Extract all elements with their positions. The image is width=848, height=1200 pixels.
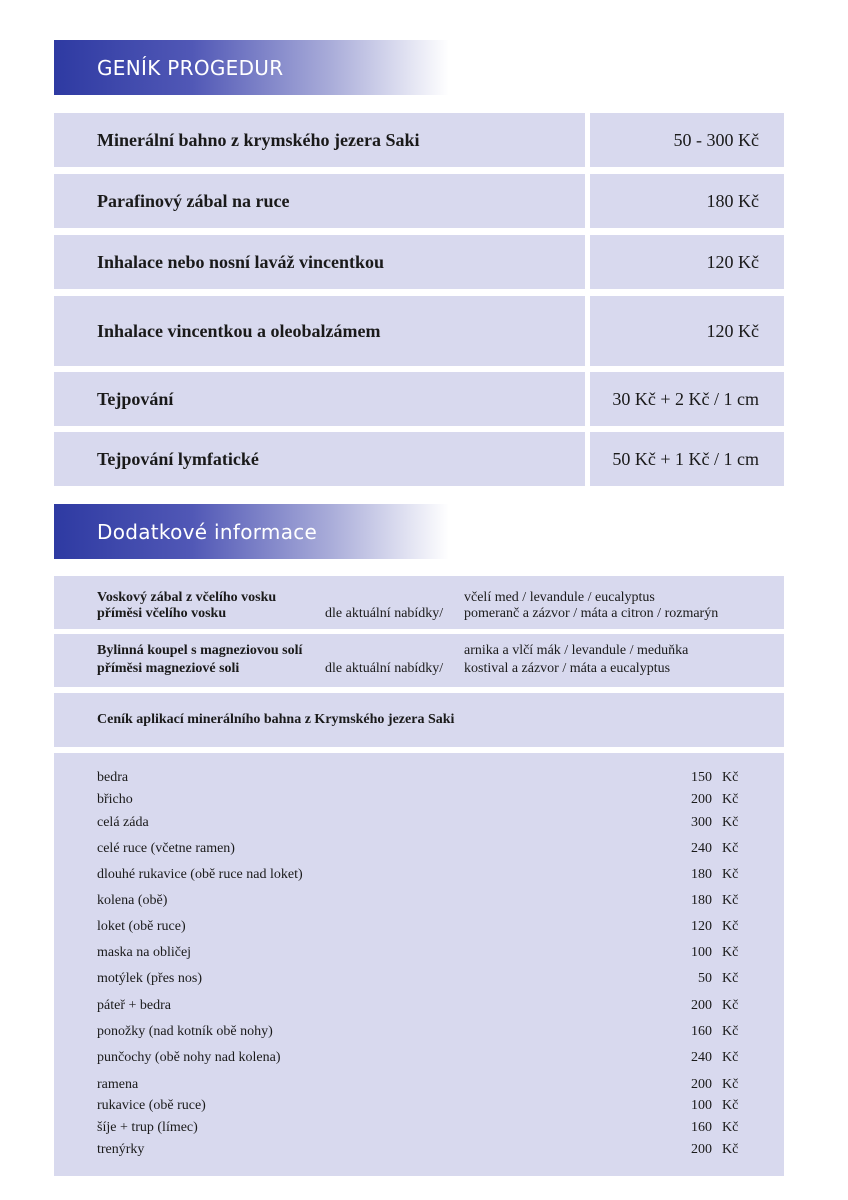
wax-additives-label: příměsi včelího vosku bbox=[97, 606, 227, 621]
currency-label: Kč bbox=[722, 998, 739, 1013]
currency-label: Kč bbox=[722, 1077, 739, 1092]
item-name: loket (obě ruce) bbox=[97, 919, 186, 934]
item-name: páteř + bedra bbox=[97, 998, 171, 1013]
list-item bbox=[54, 1024, 784, 1044]
currency-label: Kč bbox=[722, 1050, 739, 1065]
item-name: maska na obličej bbox=[97, 945, 192, 960]
info-box-bath bbox=[54, 634, 784, 687]
bath-options-1: arnika a vlčí mák / levandule / meduňka bbox=[464, 643, 689, 658]
currency-label: Kč bbox=[722, 1142, 739, 1157]
procedure-price: 120 Kč bbox=[590, 296, 784, 366]
item-price: 240 bbox=[691, 841, 712, 856]
currency-label: Kč bbox=[722, 945, 739, 960]
currency-label: Kč bbox=[722, 919, 739, 934]
bath-options-2: kostival a zázvor / máta a eucalyptus bbox=[464, 661, 671, 676]
wax-title: Voskový zábal z včelího vosku bbox=[97, 590, 277, 605]
item-name: šíje + trup (límec) bbox=[97, 1120, 198, 1135]
currency-label: Kč bbox=[722, 841, 739, 856]
item-name: celé ruce (včetne ramen) bbox=[97, 841, 235, 856]
currency-label: Kč bbox=[722, 867, 739, 882]
list-item bbox=[54, 945, 784, 965]
wax-options-1: včelí med / levandule / eucalyptus bbox=[464, 590, 655, 605]
info-box-wax bbox=[54, 576, 784, 629]
item-name: ponožky (nad kotník obě nohy) bbox=[97, 1024, 273, 1039]
list-item bbox=[54, 919, 784, 939]
item-price: 150 bbox=[691, 770, 712, 785]
item-price: 200 bbox=[691, 998, 712, 1013]
list-item bbox=[54, 770, 784, 790]
currency-label: Kč bbox=[722, 1024, 739, 1039]
procedure-price: 180 Kč bbox=[590, 174, 784, 228]
item-name: bedra bbox=[97, 770, 129, 785]
list-item bbox=[54, 1050, 784, 1070]
list-item bbox=[54, 841, 784, 861]
list-item bbox=[54, 971, 784, 991]
procedure-name: Parafinový zábal na ruce bbox=[54, 174, 585, 228]
item-price: 200 bbox=[691, 792, 712, 807]
list-item bbox=[54, 815, 784, 835]
currency-label: Kč bbox=[722, 770, 739, 785]
currency-label: Kč bbox=[722, 893, 739, 908]
item-name: dlouhé rukavice (obě ruce nad loket) bbox=[97, 867, 303, 882]
procedure-price: 30 Kč + 2 Kč / 1 cm bbox=[590, 372, 784, 426]
currency-label: Kč bbox=[722, 1120, 739, 1135]
procedure-name: Tejpování bbox=[54, 372, 585, 426]
item-price: 160 bbox=[691, 1120, 712, 1135]
item-price: 180 bbox=[691, 867, 712, 882]
currency-label: Kč bbox=[722, 1098, 739, 1113]
item-name: celá záda bbox=[97, 815, 149, 830]
procedure-name: Tejpování lymfatické bbox=[54, 432, 585, 486]
list-item bbox=[54, 998, 784, 1018]
item-price: 120 bbox=[691, 919, 712, 934]
procedure-price: 50 Kč + 1 Kč / 1 cm bbox=[590, 432, 784, 486]
wax-note: dle aktuální nabídky/ bbox=[325, 606, 444, 621]
procedure-name: Minerální bahno z krymského jezera Saki bbox=[54, 113, 585, 167]
procedure-name: Inhalace nebo nosní laváž vincentkou bbox=[54, 235, 585, 289]
item-price: 100 bbox=[691, 945, 712, 960]
list-item bbox=[54, 792, 784, 812]
item-price: 160 bbox=[691, 1024, 712, 1039]
section-title-pricelist: GENÍK PROGEDUR bbox=[54, 40, 449, 95]
item-name: trenýrky bbox=[97, 1142, 145, 1157]
procedure-price: 50 - 300 Kč bbox=[590, 113, 784, 167]
list-item bbox=[54, 1077, 784, 1097]
item-price: 200 bbox=[691, 1142, 712, 1157]
list-item bbox=[54, 1098, 784, 1118]
wax-options-2: pomeranč a zázvor / máta a citron / rozmarýn bbox=[464, 606, 719, 621]
bath-note: dle aktuální nabídky/ bbox=[325, 661, 444, 676]
mud-price-list bbox=[54, 753, 784, 1176]
item-price: 240 bbox=[691, 1050, 712, 1065]
item-name: břicho bbox=[97, 792, 133, 807]
item-name: kolena (obě) bbox=[97, 893, 168, 908]
list-item bbox=[54, 1142, 784, 1162]
item-price: 200 bbox=[691, 1077, 712, 1092]
bath-additives-label: příměsi magneziové soli bbox=[97, 661, 240, 676]
item-price: 100 bbox=[691, 1098, 712, 1113]
section-title-additional-info: Dodatkové informace bbox=[54, 504, 449, 559]
currency-label: Kč bbox=[722, 971, 739, 986]
mud-pricelist-heading: Ceník aplikací minerálního bahna z Krymského jezera Saki bbox=[54, 693, 784, 747]
item-name: rukavice (obě ruce) bbox=[97, 1098, 206, 1113]
currency-label: Kč bbox=[722, 815, 739, 830]
item-price: 50 bbox=[698, 971, 712, 986]
bath-title: Bylinná koupel s magneziovou solí bbox=[97, 643, 303, 658]
procedure-price: 120 Kč bbox=[590, 235, 784, 289]
item-name: ramena bbox=[97, 1077, 139, 1092]
item-name: motýlek (přes nos) bbox=[97, 971, 202, 986]
currency-label: Kč bbox=[722, 792, 739, 807]
list-item bbox=[54, 867, 784, 887]
procedure-name: Inhalace vincentkou a oleobalzámem bbox=[54, 296, 585, 366]
list-item bbox=[54, 893, 784, 913]
item-price: 300 bbox=[691, 815, 712, 830]
item-price: 180 bbox=[691, 893, 712, 908]
item-name: punčochy (obě nohy nad kolena) bbox=[97, 1050, 281, 1065]
list-item bbox=[54, 1120, 784, 1140]
